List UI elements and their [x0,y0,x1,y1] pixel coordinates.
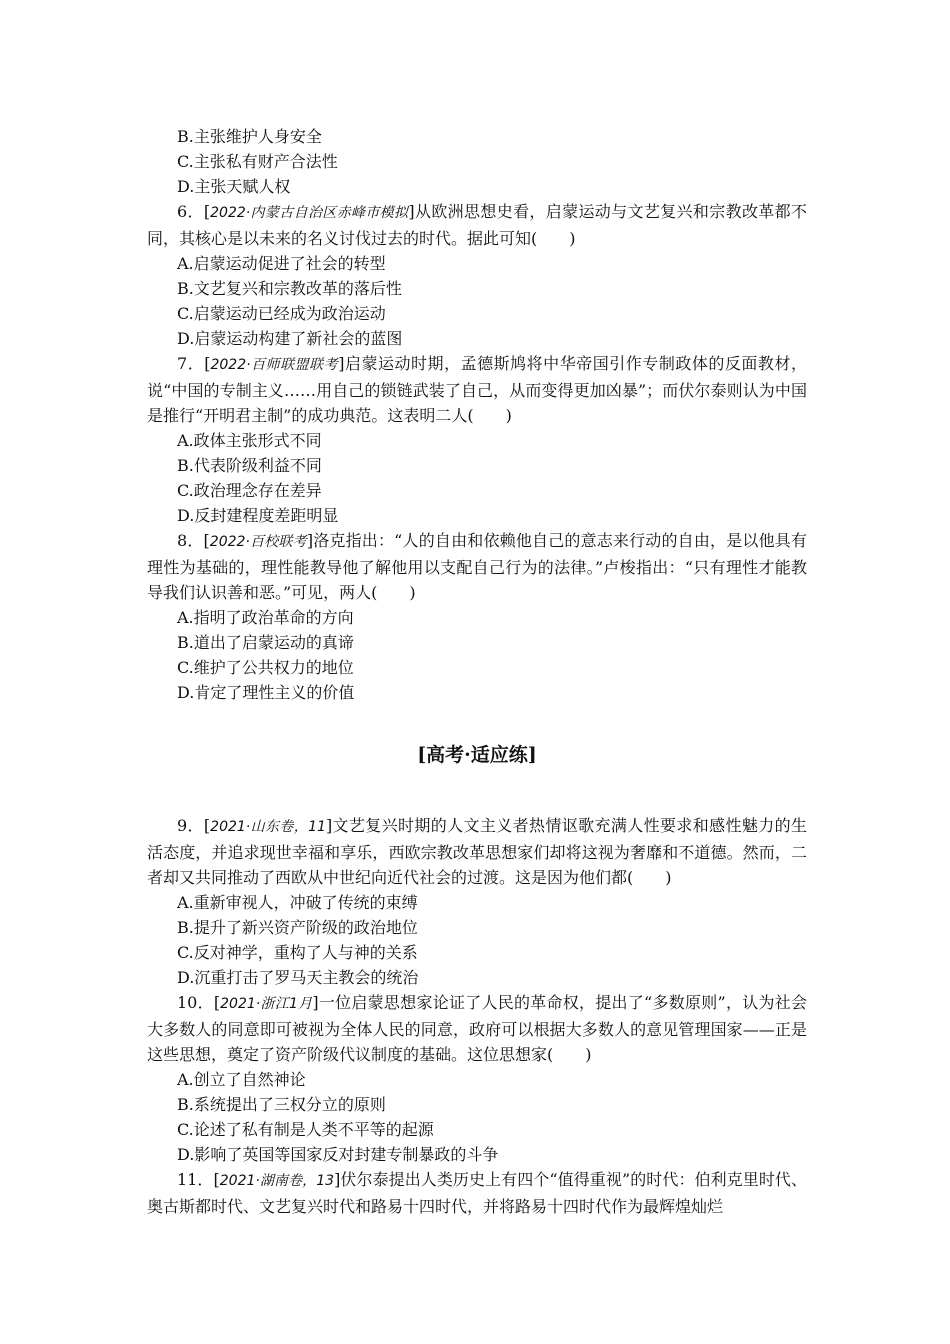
document-content [147,124,807,1219]
question-6-source: 2022·内蒙古自治区赤峰市模拟 [210,205,409,221]
question-8: 8．[2022·百校联考]洛克指出：“人的自由和依赖他自己的意志来行动的自由，是以他具有理性为基础的，理性能教导他了解他用以支配自己行为的法律。”卢梭指出：“只有理性才能教导我们认识善和恶。”可见，两人( ) [147,531,807,602]
q7-option-c: C.政治理念存在差异 [177,481,322,500]
q7-option-a: A.政体主张形式不同 [177,431,322,450]
q10-option-b: B.系统提出了三权分立的原则 [177,1095,386,1114]
q7-option-d: D.反封建程度差距明显 [177,506,339,525]
question-9-source: 2021·山东卷，11 [210,819,326,835]
question-6: 6．[2022·内蒙古自治区赤峰市模拟]从欧洲思想史看，启蒙运动与文艺复兴和宗教改革都不同，其核心是以未来的名义讨伐过去的时代。据此可知( ) [147,202,807,248]
option-d: D.主张天赋人权 [177,177,291,196]
option-c: C.主张私有财产合法性 [177,152,338,171]
question-10: 10．[2021·浙江1月]一位启蒙思想家论证了人民的革命权，提出了“多数原则”，认为社会大多数人的同意即可被视为全体人民的同意，政府可以根据大多数人的意见管理国家——正是这些思想，奠定了资产阶级代议制度的基础。这位思想家( ) [147,993,807,1064]
question-11: 11．[2021·湖南卷，13]伏尔泰提出人类历史上有四个“值得重视”的时代：伯利克里时代、奥古斯都时代、文艺复兴时代和路易十四时代，并将路易十四时代作为最辉煌灿烂 [147,1170,807,1216]
q8-option-d: D.肯定了理性主义的价值 [177,683,355,702]
q9-option-d: D.沉重打击了罗马天主教会的统治 [177,968,419,987]
q7-option-b: B.代表阶级利益不同 [177,456,322,475]
question-7-source: 2022·百师联盟联考 [210,357,339,373]
question-7: 7．[2022·百师联盟联考]启蒙运动时期，孟德斯鸠将中华帝国引作专制政体的反面教材，说“中国的专制主义……用自己的锁链武装了自己，从而变得更加凶暴”；而伏尔泰则认为中国是推行“开明君主制”的成功典范。这表明二人( ) [147,354,807,425]
q8-option-a: A.指明了政治革命的方向 [177,608,354,627]
q6-option-b: B.文艺复兴和宗教改革的落后性 [177,279,402,298]
q9-option-a: A.重新审视人，冲破了传统的束缚 [177,893,418,912]
q8-option-c: C.维护了公共权力的地位 [177,658,354,677]
q6-option-c: C.启蒙运动已经成为政治运动 [177,304,386,323]
q10-option-c: C.论述了私有制是人类不平等的起源 [177,1120,434,1139]
section-title: [高考·适应练] [417,744,537,766]
q9-option-b: B.提升了新兴资产阶级的政治地位 [177,918,418,937]
q8-option-b: B.道出了启蒙运动的真谛 [177,633,354,652]
q6-option-a: A.启蒙运动促进了社会的转型 [177,254,386,273]
q10-option-a: A.创立了自然神论 [177,1070,306,1089]
question-11-source: 2021·湖南卷，13 [219,1173,335,1189]
q10-option-d: D.影响了英国等国家反对封建专制暴政的斗争 [177,1145,499,1164]
question-8-source: 2022·百校联考 [209,534,307,550]
question-9: 9．[2021·山东卷，11]文艺复兴时期的人文主义者热情讴歌充满人性要求和感性魅力的生活态度，并追求现世幸福和享乐，西欧宗教改革思想家们却将这视为奢靡和不道德。然而，二者却又共同推动了西欧从中世纪向近代社会的过渡。这是因为他们都( ) [147,816,807,887]
q6-option-d: D.启蒙运动构建了新社会的蓝图 [177,329,403,348]
q9-option-c: C.反对神学，重构了人与神的关系 [177,943,418,962]
question-10-source: 2021·浙江1月 [220,996,313,1012]
option-b: B.主张维护人身安全 [177,127,322,146]
